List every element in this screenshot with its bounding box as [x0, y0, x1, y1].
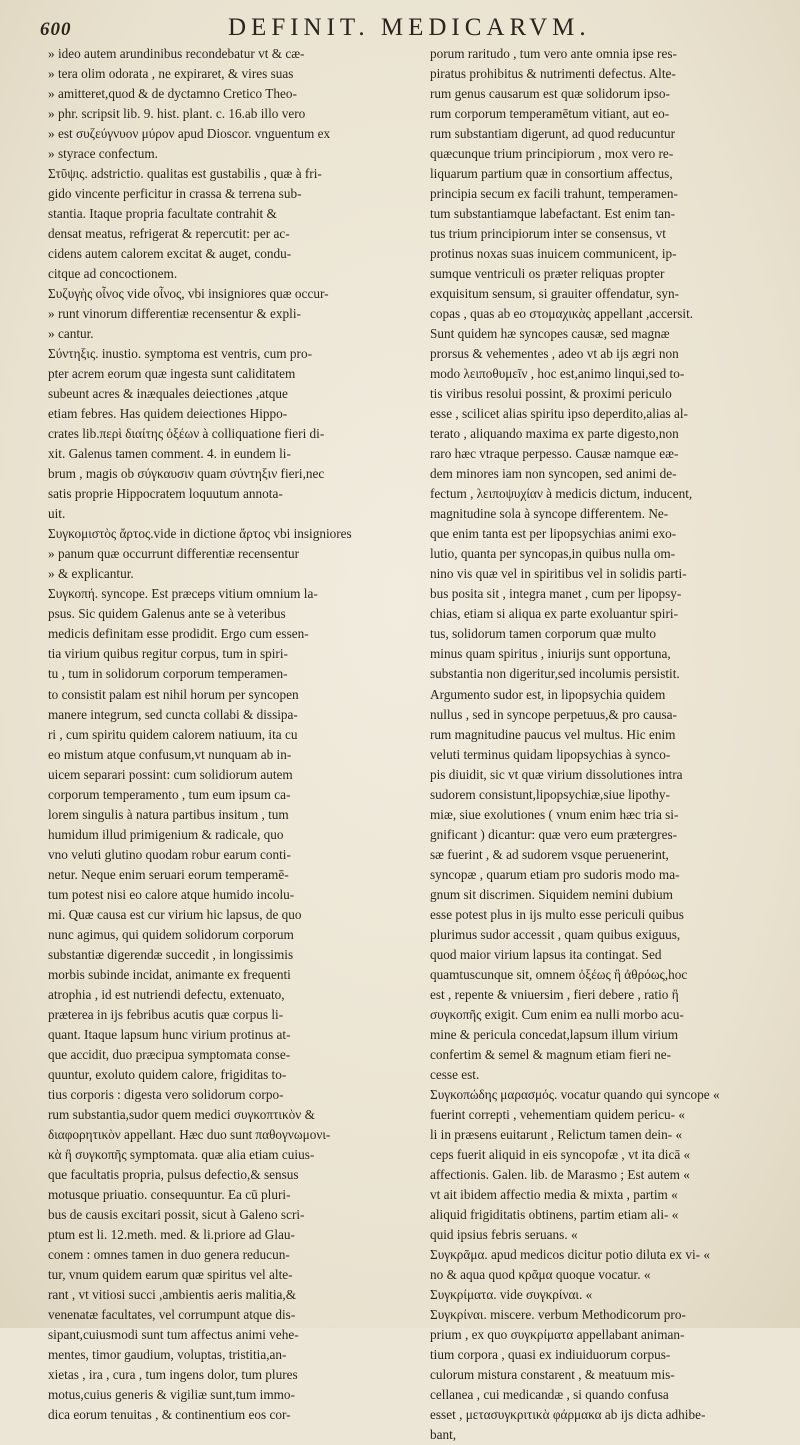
text-line: » panum quæ occurrunt differentiæ recensentur	[48, 546, 300, 562]
text-line: copas , quas ab eo στομαχικὰς appellant ,accersit.	[430, 306, 694, 322]
text-line: Συγκρᾶμα. apud medicos dicitur potio diluta ex vi- «	[430, 1246, 710, 1262]
text-line: Argumento sudor est, in lipopsychia quidem	[430, 686, 666, 702]
text-line: magnitudine sola à syncope differentem. Ne-	[430, 506, 669, 522]
text-line: xit. Galenus tamen comment. 4. in eundem li-	[48, 446, 291, 462]
text-line: piratus prohibitus & nutrimenti defectus. Alte-	[430, 66, 676, 82]
text-line: subeunt acres & inæquales deiectiones ,atque	[48, 386, 288, 402]
text-line: ptum est li. 12.meth. med. & li.priore ad Glau-	[48, 1226, 295, 1242]
text-line: crates lib.περὶ διαίτης ὀξέων à colliquatione fieri di-	[48, 426, 325, 442]
text-line: rum substantia,sudor quem medici συγκοπτικὸν &	[48, 1106, 315, 1122]
text-line: brum , magis ob σύγκαυσιν quam σύντηξιν fieri,nec	[48, 466, 325, 482]
text-line: quæcunque trium principiorum , mox vero re-	[430, 146, 674, 162]
text-line: culorum mistura constarent , & meatuum mis-	[430, 1367, 675, 1383]
text-line: Sunt quidem hæ syncopes causæ, sed magnæ	[430, 326, 670, 342]
text-line: sumque ventriculi os præter reliquas propter	[430, 266, 665, 282]
text-line: que enim tanta est per lipopsychias animi exo-	[430, 526, 677, 542]
text-line: tur, vnum quidem earum quæ spiritus vel alte-	[48, 1266, 293, 1282]
text-line: gido vincente perficitur in crassa & terrena sub-	[48, 186, 302, 202]
text-line: motus,cuius generis & vigiliæ sunt,tum immo-	[48, 1387, 295, 1403]
text-line: præterea in ijs febribus acutis quæ corpus li-	[48, 1006, 284, 1022]
text-line: confertim & semel & magnum etiam fieri ne-	[430, 1046, 671, 1062]
text-line: » ideo autem arundinibus recondebatur vt & cæ-	[48, 46, 305, 61]
text-line: tum substantiamque labefactant. Est enim tan-	[430, 206, 676, 222]
text-line: psus. Sic quidem Galenus ante se à veteribus	[48, 606, 286, 622]
text-line: » & explicantur.	[48, 566, 134, 582]
text-line: Συγκρίναι. miscere. verbum Methodicorum pro-	[430, 1306, 686, 1322]
text-line: sæ fuerint , & ad sudorem vsque peruenerint,	[430, 846, 669, 862]
text-line: medicis definitam esse prodidit. Ergo cum essen-	[48, 626, 309, 642]
text-line: Στῦψις. adstrictio. qualitas est gustabilis , quæ à fri-	[48, 166, 322, 182]
running-title: DEFINIT. MEDICARVM.	[228, 14, 591, 41]
text-line: tum potest nisi eo calore atque humido incolu-	[48, 886, 295, 902]
text-line: citque ad concoctionem.	[48, 266, 178, 282]
text-line: que accidit, duo præcipua symptomata conse-	[48, 1046, 291, 1062]
text-line: gnum sit discrimen. Siquidem nemini dubium	[430, 886, 673, 902]
text-line: quid ipsius febris seruans. «	[430, 1226, 578, 1242]
text-line: terato , aliquando maxima ex parte digesto,non	[430, 426, 679, 442]
text-line: fuerint correpti , vehementiam quidem pericu- «	[430, 1106, 685, 1122]
text-line: Συζυγὴς οἶνος vide οἶνος, vbi insigniores quæ occur-	[48, 286, 329, 302]
text-line: cidens autem calorem excitat & auget, condu-	[48, 246, 292, 262]
text-line: eo mistum atque confusum,vt nunquam ab in-	[48, 746, 292, 762]
text-line: morbis subinde incidat, animante ex frequenti	[48, 966, 291, 982]
text-line: veluti terminus quidam lipopsychias à synco-	[430, 746, 671, 762]
text-line: κὰ ἢ συγκοπῆς symptomata. quæ alia etiam cuius-	[48, 1146, 315, 1162]
text-line: » cantur.	[48, 326, 94, 342]
text-line: liquarum partium quæ in consortium affectus,	[430, 166, 673, 182]
text-line: dem minores iam non syncopen, sed animi de-	[430, 466, 677, 482]
text-line: Σύντηξις. inustio. symptoma est ventris, cum pro-	[48, 346, 312, 362]
text-line: ceps fuerit aliquid in eis syncopofæ , vt ita dicā «	[430, 1146, 691, 1162]
text-line: protinus noxas suas inuicem communicent, ip-	[430, 246, 677, 262]
text-line: rant , vt vitiosi succi ,ambientis aeris malitia,&	[48, 1286, 297, 1302]
text-line: est , repente & vniuersim , fieri debere , ratio ἢ	[430, 986, 679, 1002]
text-line: plurimus sudor accessit , quam quibus exiguus,	[430, 926, 681, 942]
text-line: » runt vinorum differentiæ recensentur & expli-	[48, 306, 301, 322]
text-line: » tera olim odorata , ne expiraret, & vires suas	[48, 66, 294, 82]
text-line: chias, etiam si aliqua ex parte exoluantur spiri-	[430, 606, 678, 622]
text-line: tus trium principiorum inter se consensus, vt	[430, 226, 666, 242]
text-line: bus de causis excitari possit, sicut à Galeno scri-	[48, 1206, 305, 1222]
text-line: manere integrum, sed cuncta collabi & dissipa-	[48, 706, 298, 722]
text-line: tu , tum in solidorum corporum temperamen-	[48, 666, 288, 682]
text-line: quod maior virium lapsus ita contingat. Sed	[430, 946, 662, 962]
text-line: modo λειποθυμεῖν , hoc est,animo linqui,sed to-	[430, 366, 685, 382]
text-line: mentes, timor gaudium, voluptas, tristitia,an-	[48, 1347, 287, 1363]
text-line: cellanea , cui medicandæ , si quando confusa	[430, 1387, 669, 1403]
text-line: vno veluti glutino quodam robur earum conti-	[48, 846, 291, 862]
text-line: » est συζεύγνυον μύρον apud Dioscor. vnguentum ex	[48, 126, 331, 142]
text-line: esse , scilicet alias spiritu ipso deperdito,alias al-	[430, 406, 688, 422]
text-line: Συγκοπώδης μαρασμός. vocatur quando qui syncope «	[430, 1086, 720, 1102]
text-line: motusque priuatio. consequuntur. Ea cū pluri-	[48, 1186, 291, 1202]
text-line: συγκοπῆς exigit. Cum enim ea nulli morbo acu-	[430, 1006, 684, 1022]
text-line: affectionis. Galen. lib. de Marasmo ; Est autem «	[430, 1166, 690, 1182]
text-line: pis diuidit, sic vt quæ virium dissolutiones intra	[430, 766, 683, 782]
text-line: nunc agimus, qui quidem solidorum corporum	[48, 926, 294, 942]
text-line: rum substantiam digerunt, ad quod reducuntur	[430, 126, 676, 142]
text-line: uicem separari possint: cum solidiorum autem	[48, 766, 293, 782]
text-line: rum magnitudine paucus vel multus. Hic enim	[430, 726, 676, 742]
text-line: esse potest plus in ijs multo esse periculi quibus	[430, 906, 684, 922]
text-line: Συγκομιστὸς ἄρτος.vide in dictione ἄρτος vbi insigniores	[48, 526, 352, 542]
text-line: venenatæ facultates, vel corrumpunt atque dis-	[48, 1306, 296, 1322]
text-line: nino vis quæ vel in spiritibus vel in solidis parti-	[430, 566, 687, 582]
text-line: syncopæ , quarum etiam pro sudoris modo ma-	[430, 866, 680, 882]
text-line: Συγκρίματα. vide συγκρίναι. «	[430, 1286, 593, 1302]
text-line: xietas , ira , cura , tum ingens dolor, tum plures	[48, 1367, 298, 1383]
right-text-column	[430, 44, 778, 1443]
text-line: tis viribus resolui possint, & proximi periculo	[430, 386, 672, 402]
text-line: humidum illud primigenium & radicale, quo	[48, 826, 284, 842]
page-number: 600	[40, 19, 72, 40]
text-line: prorsus & vehementes , adeo vt ab ijs ægri non	[430, 346, 679, 362]
text-line: lorem singulis à natura partibus insitum , tum	[48, 806, 289, 822]
text-line: to consistit palam est nihil horum per syncopen	[48, 686, 299, 702]
text-line: mine & pericula concedat,lapsum illum virium	[430, 1026, 679, 1042]
text-line: no & aqua quod κρᾶμα quoque vocatur. «	[430, 1266, 651, 1282]
text-line: gnificant ) dicantur: quæ vero eum prætergres-	[430, 826, 678, 842]
text-line: uit.	[48, 506, 66, 522]
text-line: densat meatus, refrigerat & repercutit: per ac-	[48, 226, 290, 242]
text-line: esset , μετασυγκριτικὰ φάρμακα ab ijs dicta adhibe-	[430, 1407, 706, 1423]
text-line: quuntur, exoluto quidem calore, frigiditas to-	[48, 1066, 287, 1082]
text-line: etiam febres. Has quidem deiectiones Hippo-	[48, 406, 288, 422]
text-line: vt ait ibidem affectio media & mixta , partim «	[430, 1186, 678, 1202]
text-line: atrophia , id est nutriendi defectu, extenuato,	[48, 986, 285, 1002]
text-line: Συγκοπή. syncope. Est præceps vitium omnium la-	[48, 586, 318, 602]
text-line: satis proprie Hippocratem loquutum annota-	[48, 486, 283, 502]
text-line: rum genus causarum est quæ solidorum ipso-	[430, 86, 670, 102]
text-line: » styrace confectum.	[48, 146, 158, 162]
text-line: prium , ex quo συγκρίματα appellabant animan-	[430, 1327, 685, 1342]
text-line: quant. Itaque lapsum hunc virium protinus at-	[48, 1026, 291, 1042]
text-line: lutio, quanta per syncopas,in quibus nulla om-	[430, 546, 676, 562]
text-line: quamtuscunque sit, omnem ὀξέως ἢ ἀθρόως,hoc	[430, 966, 688, 982]
text-line: fectum , λειποψυχίαν à medicis dictum, inducent,	[430, 486, 693, 502]
text-line: ri , cum spiritu quidem calorem natiuum, ita cu	[48, 726, 298, 742]
text-line: » amitteret,quod & de dyctamno Cretico Theo-	[48, 86, 297, 102]
text-line: netur. Neque enim seruari eorum temperamē-	[48, 866, 289, 882]
text-line: substantiæ digerendæ succedit , in longissimis	[48, 946, 294, 962]
text-line: sipant,cuiusmodi sunt tum affectus animi vehe-	[48, 1327, 299, 1342]
text-line: dica eorum tenuitas , & continentium eos cor-	[48, 1407, 291, 1423]
text-line: porum raritudo , tum vero ante omnia ipse res-	[430, 46, 677, 61]
text-line: corporum temperamento , tum eum ipsum ca-	[48, 786, 291, 802]
text-line: pter acrem eorum quæ ingesta sunt caliditatem	[48, 366, 296, 382]
text-line: tium corpora , quasi ex indiuiduorum corpus-	[430, 1347, 671, 1363]
text-line: li in præsens euitarunt , Relictum tamen dein- «	[430, 1126, 683, 1142]
text-line: tus, solidorum tamen corporum quæ multo	[430, 626, 656, 642]
text-line: bus posita sit , integra manet , cum per lipopsy-	[430, 586, 682, 602]
text-line: que facultatis propria, pulsus defectio,& sensus	[48, 1166, 299, 1182]
text-line: miæ, siue exolutiones ( vnum enim hæc tria si-	[430, 806, 679, 822]
running-header	[40, 14, 780, 44]
text-line: cesse est.	[430, 1066, 480, 1082]
left-text-column	[48, 44, 378, 1423]
text-line: tius corporis : digesta vero solidorum corpo-	[48, 1086, 284, 1102]
text-line: conem : omnes tamen in duo genera reducun-	[48, 1246, 290, 1262]
text-line: raro hæc vtraque perpesso. Causæ namque eæ-	[430, 446, 679, 462]
text-line: διαφορητικὸν appellant. Hæc duo sunt παθογνωμονι-	[48, 1126, 331, 1142]
text-line: sudorem consistunt,lipopsychiæ,siue lipothy-	[430, 786, 670, 802]
text-line: principia secum ex facili trahunt, temperamen-	[430, 186, 678, 202]
text-line: aliquid frigiditatis obtinens, partim etiam ali- «	[430, 1206, 679, 1222]
text-line: mi. Quæ causa est cur virium hic lapsus, de quo	[48, 906, 302, 922]
text-line: minus quam spiritus , iniurijs sunt opportuna,	[430, 646, 671, 662]
text-line: exquisitum sensum, si grauiter offendatur, syn-	[430, 286, 680, 302]
text-line: nullus , sed in syncope perpetuus,& pro causa-	[430, 706, 677, 722]
text-line: » phr. scripsit lib. 9. hist. plant. c. 16.ab illo vero	[48, 106, 306, 122]
text-line: bant,	[430, 1427, 457, 1443]
text-line: substantia non digeritur,sed incolumis persistit.	[430, 666, 680, 682]
text-line: stantia. Itaque propria facultate contrahit &	[48, 206, 277, 222]
text-line: tia virium quibus regitur corpus, tum in spiri-	[48, 646, 288, 662]
text-line: rum corporum temperamētum vitiant, aut eo-	[430, 106, 670, 122]
